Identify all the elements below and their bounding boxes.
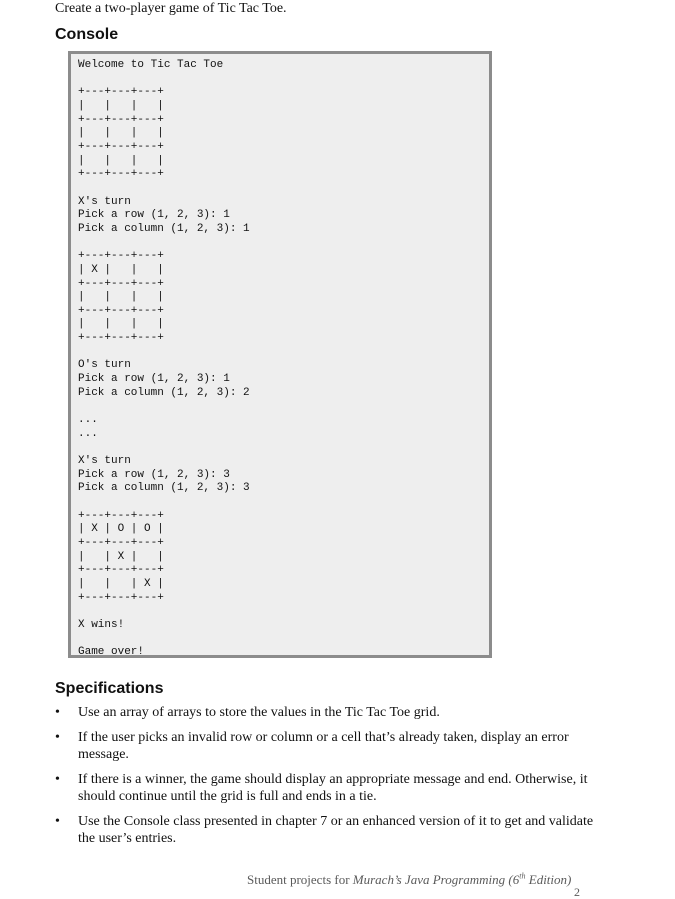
page-footer [247,872,571,888]
bullet-icon: • [55,772,60,787]
spec-item [55,729,595,763]
spec-item-text: Use an array of arrays to store the values in the Tic Tac Toe grid. [78,705,440,720]
intro-text: Create a two-player game of Tic Tac Toe. [55,1,287,16]
spec-item [55,704,595,721]
bullet-icon: • [55,730,60,745]
console-heading: Console [55,26,119,43]
console-output-text: Welcome to Tic Tac Toe +---+---+---+ | | | | +---+---+---+ | | | | +---+---+---+ | | | | +---+---+---+ X's turn Pick a row (1, 2, 3): 1 Pick a column (1, 2, 3): 1 +---+---+---+ | X | | | +---+---+---+ | | | | +---+---+---+ | | | | +---+---+---+ O's turn Pick a row (1, 2, 3): 1 Pick a column (1, 2, 3): 2 ... ... X's turn Pick a row (1, 2, 3): 3 Pick a column (1, 2, 3): 3 +---+---+---+ | X | O | O | +---+---+---+ | | X | | +---+---+---+ | | | X | +---+---+---+ X wins! Game over! [78,59,250,659]
specifications-list [55,704,595,855]
spec-item [55,771,595,805]
footer-book-title: Murach’s Java Programming (6 [352,872,520,887]
spec-item-text: Use the Console class presented in chapter 7 or an enhanced version of it to get and validate the user’s entries. [78,814,594,846]
page-number: 2 [574,885,580,899]
footer-suffix: Edition) [525,872,572,887]
spec-item-text: If the user picks an invalid row or column or a cell that’s already taken, display an error message. [78,730,569,762]
footer-prefix: Student projects for [247,872,353,887]
bullet-icon: • [55,705,60,720]
footer-superscript: th [519,871,526,881]
spec-item-text: If there is a winner, the game should display an appropriate message and end. Otherwise, it should continue until the grid is full and ends in a tie. [78,772,588,804]
console-output-box [68,51,492,658]
specifications-heading: Specifications [55,680,164,697]
bullet-icon: • [55,814,60,829]
spec-item [55,813,595,847]
